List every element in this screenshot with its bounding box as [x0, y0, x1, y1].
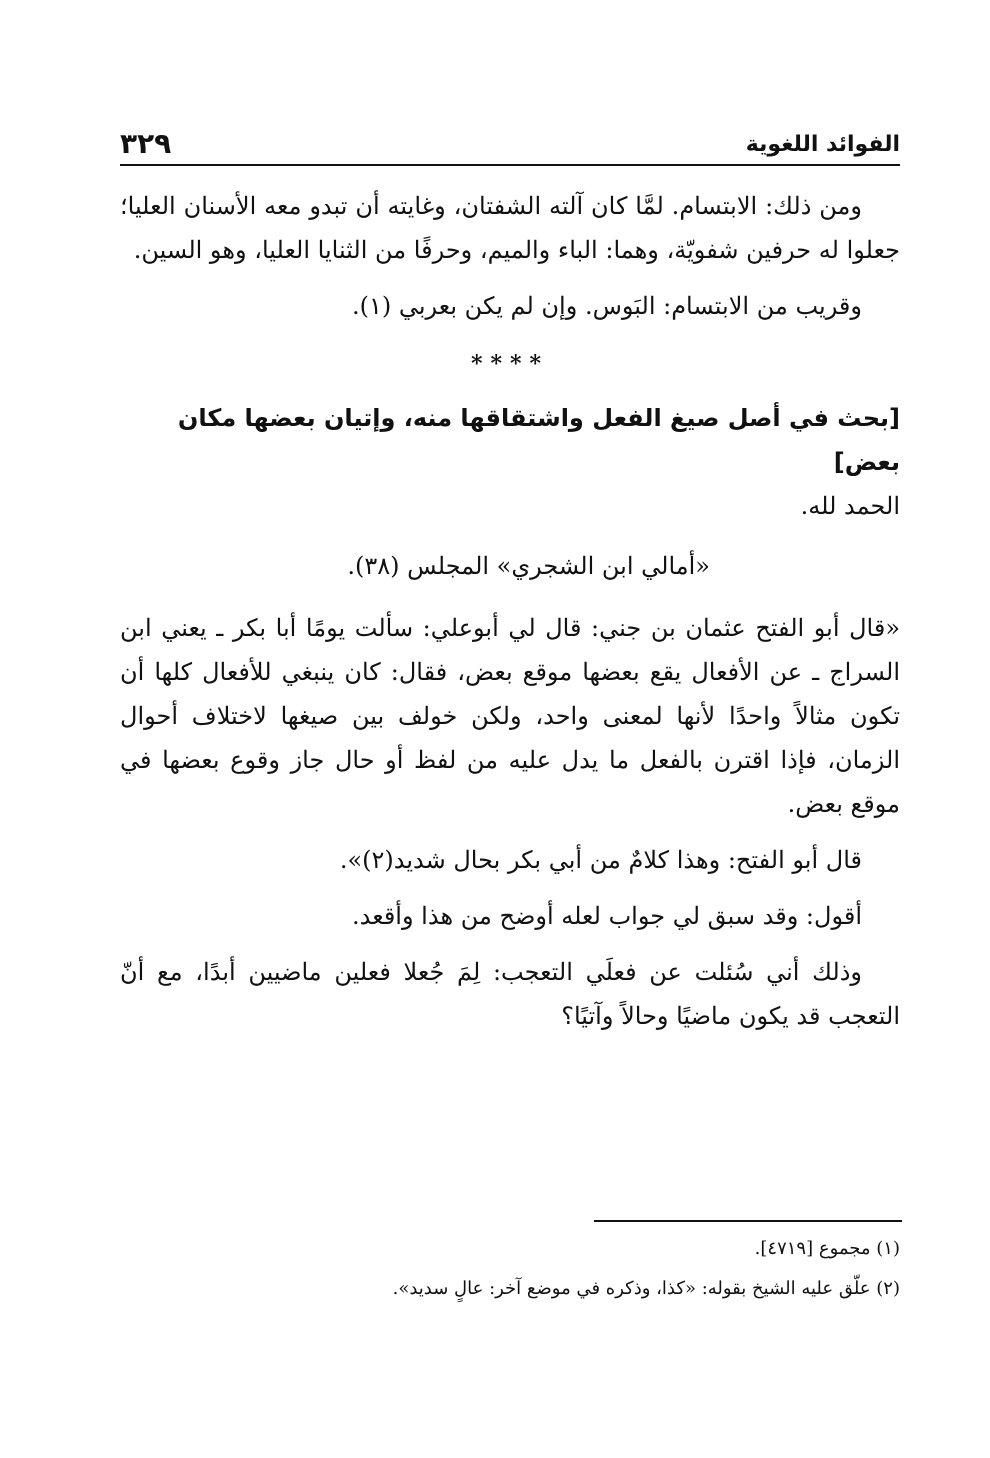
main-content — [120, 184, 900, 1038]
section-heading: [بحث في أصل صيغ الفعل واشتقاقها منه، وإتيان بعضها مكان بعض] — [177, 404, 900, 476]
page-number: ٣٢٩ — [120, 127, 172, 160]
paragraph-4: قال أبو الفتح: وهذا كلامٌ من أبي بكر بحال شديد(٢)». — [339, 846, 862, 874]
paragraph-1: ومن ذلك: الابتسام. لمَّا كان آلته الشفتان، وغايته أن تبدو معه الأسنان العليا؛ جعلوا له حرفين شفويّة، وهما: الباء والميم، وحرفًا من الثنايا العليا، وهو السين. — [120, 192, 900, 264]
footnote-rule — [594, 1220, 902, 1222]
footnote-1: (١) مجموع [٤٧١٩]. — [754, 1238, 900, 1259]
paragraph-6: وذلك أني سُئلت عن فعلَي التعجب: لِمَ جُعلا فعلين ماضيين أبدًا، مع أنّ التعجب قد يكون ماضيًا وحالاً وآتيًا؟ — [120, 958, 900, 1030]
praise-line: الحمد لله. — [800, 492, 900, 520]
footnotes — [120, 1234, 900, 1314]
paragraph-2: وقريب من الابتسام: البَوس. وإن لم يكن بعربي (١). — [351, 292, 862, 320]
source-citation: «أمالي ابن الشجري» المجلس (٣٨). — [347, 552, 710, 580]
paragraph-3: «قال أبو الفتح عثمان بن جني: قال لي أبوعلي: سألت يومًا أبا بكر ـ يعني ابن السراج ـ عن الأفعال يقع بعضها موقع بعض، فقال: كان ينبغي للأفعال كلها أن تكون مثالاً واحدًا لأنها لمعنى واحد، ولكن خولف بين صيغها لاختلاف أحوال الزمان، فإذا اقترن بالفعل ما يدل عليه من لفظ أو حال جاز وقوع بعضها في موقع بعض. — [120, 614, 900, 818]
footnote-2: (٢) علّق عليه الشيخ بقوله: «كذا، وذكره في موضع آخر: عالٍ سديد». — [392, 1278, 900, 1299]
header-title: الفوائد اللغوية — [745, 132, 900, 157]
section-divider-stars: **** — [470, 351, 550, 377]
header-rule — [120, 164, 900, 166]
paragraph-5: أقول: وقد سبق لي جواب لعله أوضح من هذا وأقعد. — [352, 902, 862, 930]
page-header — [120, 128, 900, 162]
